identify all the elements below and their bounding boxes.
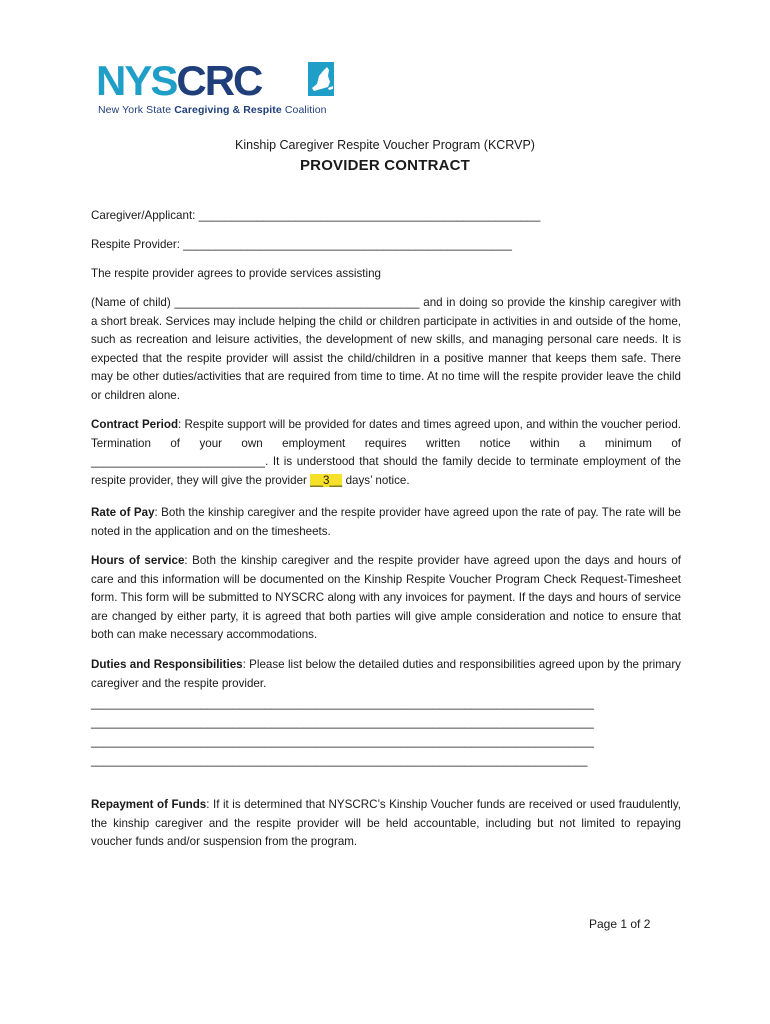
- duties-blank-line-2: ______________________________________________________________________________: [91, 716, 594, 729]
- duties-blank-line-3: ______________________________________________________________________________: [91, 735, 594, 748]
- page-number: Page 1 of 2: [589, 917, 651, 931]
- respite-provider-field: Respite Provider: ___________________________________________________: [91, 238, 512, 251]
- page-title: PROVIDER CONTRACT: [299, 157, 471, 174]
- duties-label: Duties and Responsibilities: [91, 658, 243, 671]
- nyscrc-logo: [96, 57, 327, 120]
- contract-period-label: Contract Period: [91, 418, 179, 431]
- repayment-label: Repayment of Funds: [91, 798, 207, 811]
- caregiver-applicant-field: Caregiver/Applicant: _____________________________________________________: [91, 209, 541, 222]
- rate-of-pay-paragraph: Rate of Pay: Both the kinship caregiver and the respite provider have agreed upon the rate of pay. The rate will be noted in the application and on the timesheets.: [91, 506, 681, 538]
- duties-blank-line-4: _____________________________________________________________________________: [91, 754, 588, 767]
- rate-of-pay-label: Rate of Pay: [91, 506, 155, 519]
- contract-period-paragraph: Contract Period: Respite support will be provided for dates and times agreed upon, and within the voucher period. Termination of your own employment requires written notice within a minimum of ___________________________. It is understood that should the family decide to terminate employment of the respite provider, they will give the provider __3__ days’ notice.: [91, 418, 681, 487]
- duties-blank-line-1: ______________________________________________________________________________: [91, 697, 594, 710]
- duties-paragraph: Duties and Responsibilities: Please list below the detailed duties and responsibilities agreed upon by the primary caregiver and the respite provider.: [91, 658, 681, 690]
- hours-of-service-label: Hours of service: [91, 554, 185, 567]
- program-subtitle: Kinship Caregiver Respite Voucher Program (KCRVP): [235, 138, 535, 152]
- notice-days-highlight: __3__: [310, 473, 343, 487]
- logo-tagline: New York State Caregiving & Respite Coalition: [98, 104, 327, 116]
- new-york-state-icon: [308, 62, 334, 96]
- hours-of-service-paragraph: Hours of service: Both the kinship caregiver and the respite provider have agreed upon the days and hours of care and this information will be documented on the Kinship Respite Voucher Program Check Request-Timesheet form. This form will be submitted to NYSCRC along with any invoices for payment. If the days and hours of service are changed by either party, it is agreed that both parties will give ample consideration and notice to ensure that both can make necessary accommodations.: [91, 554, 682, 642]
- agreement-intro: The respite provider agrees to provide services assisting: [91, 267, 381, 280]
- services-paragraph: (Name of child) ______________________________________ and in doing so provide the kinship caregiver with a short break. Services may include helping the child or children participate in activities in and outside of the home, such as recreation and leisure activities, the development of new skills, and managing personal care needs. It is expected that the respite provider will assist the child/children in a positive manner that keeps them safe. There may be other duties/activities that are required from time to time. At no time will the respite provider leave the child or children alone.: [91, 296, 681, 402]
- repayment-paragraph: Repayment of Funds: If it is determined that NYSCRC’s Kinship Voucher funds are received or used fraudulently, the kinship caregiver and the respite provider will be held accountable, including but not limited to repaying voucher funds and/or suspension from the program.: [91, 798, 681, 849]
- logo-wordmark: NYSCRC: [96, 57, 262, 104]
